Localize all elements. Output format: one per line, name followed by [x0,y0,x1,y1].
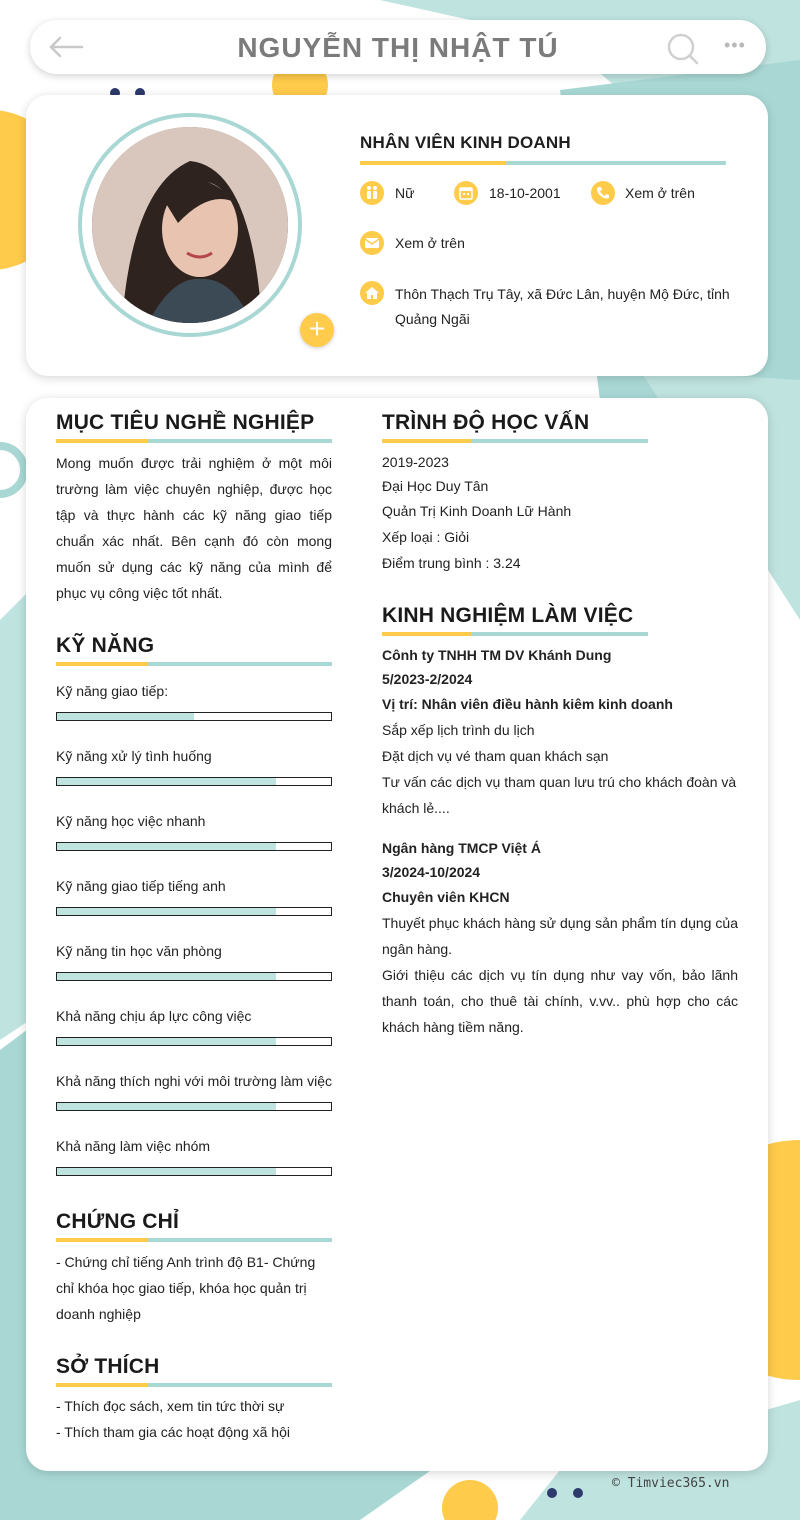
candidate-name: NGUYỄN THỊ NHẬT TÚ [237,32,559,63]
skill-bar-fill [57,713,194,720]
objective-text: Mong muốn được trải nghiệm ở một môi trường làm việc chuyên nghiệp, được học tập và thực hành các kỹ năng giao tiếp chuẩn xác nhất. Bên cạnh đó còn mong muốn sử dụng các kỹ năng của mình để phục vụ công việc tốt nhất. [56,455,332,601]
more-options-icon[interactable]: ••• [724,35,746,55]
main-content-card [26,398,768,1471]
skill-bar-fill [57,908,276,915]
job-period: 3/2024-10/2024 [382,864,481,880]
skills-underline [56,662,332,666]
hobby-item: - Thích tham gia các hoạt động xã hội [56,1424,290,1440]
job-period: 5/2023-2/2024 [382,671,473,687]
job-duty: Giới thiệu các dịch vụ tín dụng như vay vốn, bảo lãnh thanh toán, cho thuê tài chính, v.vv.. phù hợp cho các khách hàng tiềm năng. [382,967,738,1035]
calendar-icon [454,181,478,205]
experience-underline [382,632,648,636]
skill-label: Kỹ năng giao tiếp tiếng anh [56,878,226,894]
search-icon[interactable] [666,32,700,66]
skill-bar [56,1167,332,1176]
address-value: Thôn Thạch Trụ Tây, xã Đức Lân, huyện Mộ Đức, tỉnh Quảng Ngãi [395,286,730,327]
skill-label: Khả năng làm việc nhóm [56,1138,211,1154]
birthday-value: 18-10-2001 [489,185,561,201]
avatar-frame [78,113,326,344]
home-icon [360,281,384,305]
education-rank: Xếp loại : Giỏi [382,529,470,545]
education-gpa: Điểm trung bình : 3.24 [382,555,521,571]
skill-bar-fill [57,843,276,850]
job-title: NHÂN VIÊN KINH DOANH [360,133,571,152]
objective-heading: MỤC TIÊU NGHỀ NGHIỆP [56,411,315,434]
skills-heading: KỸ NĂNG [56,634,155,657]
job-duty: Thuyết phục khách hàng sử dụng sản phẩm tín dụng của ngân hàng. [382,915,738,957]
skill-bar-fill [57,778,276,785]
skill-bar-fill [57,1038,276,1045]
education-school: Đại Học Duy Tân [382,478,489,494]
experience-heading: KINH NGHIỆM LÀM VIỆC [382,604,634,627]
education-underline [382,439,648,443]
job-title-underline [360,161,726,165]
header-bar [30,20,766,74]
education-period: 2019-2023 [382,454,449,470]
skill-label: Khả năng chịu áp lực công việc [56,1008,252,1024]
footer-credit: © Timviec365.vn [612,1476,730,1491]
skill-label: Kỹ năng giao tiếp: [56,683,169,699]
email-value: Xem ở trên [395,235,465,251]
skill-label: Kỹ năng học việc nhanh [56,813,206,829]
job-duty: Tư vấn các dịch vụ tham quan lưu trú cho khách đoàn và khách lẻ.... [382,774,737,816]
email-icon [360,231,384,255]
skill-bar [56,972,332,981]
skill-bar-fill [57,973,276,980]
gender-value: Nữ [395,185,415,201]
education-heading: TRÌNH ĐỘ HỌC VẤN [382,411,590,434]
job-company: Cônh ty TNHH TM DV Khánh Dung [382,647,612,663]
job-duty: Đặt dịch vụ vé tham quan khách sạn [382,748,609,764]
skill-bar [56,712,332,721]
education-major: Quản Trị Kinh Doanh Lữ Hành [382,503,572,519]
skill-bar [56,1037,332,1046]
avatar [92,127,288,323]
gender-icon [360,181,384,205]
certificates-heading: CHỨNG CHỈ [56,1210,180,1233]
skill-bar-fill [57,1103,276,1110]
phone-value: Xem ở trên [625,185,695,201]
skill-bar [56,777,332,786]
skill-label: Kỹ năng tin học văn phòng [56,943,222,959]
hobbies-heading: SỞ THÍCH [56,1355,160,1378]
job-position: Chuyên viên KHCN [382,889,510,905]
job-duty: Sắp xếp lịch trình du lịch [382,722,535,738]
skill-label: Khả năng thích nghi với môi trường làm việc [56,1073,332,1089]
hobbies-underline [56,1383,332,1387]
certificates-text: - Chứng chỉ tiếng Anh trình độ B1- Chứng chỉ khóa học giao tiếp, khóa học quản trị doanh nghiệp [56,1254,316,1322]
job-company: Ngân hàng TMCP Việt Á [382,840,541,856]
avatar-portrait [92,127,288,323]
job-position: Vị trí: Nhân viên điều hành kiêm kinh doanh [382,696,673,712]
skill-bar [56,1102,332,1111]
hobby-item: - Thích đọc sách, xem tin tức thời sự [56,1398,285,1414]
skill-bar [56,842,332,851]
skill-label: Kỹ năng xử lý tình huống [56,748,212,764]
add-photo-button[interactable]: + [300,313,334,347]
profile-card [26,95,768,376]
skill-bar-fill [57,1168,276,1175]
skill-bar [56,907,332,916]
phone-icon [591,181,615,205]
objective-underline [56,439,332,443]
certificates-underline [56,1238,332,1242]
